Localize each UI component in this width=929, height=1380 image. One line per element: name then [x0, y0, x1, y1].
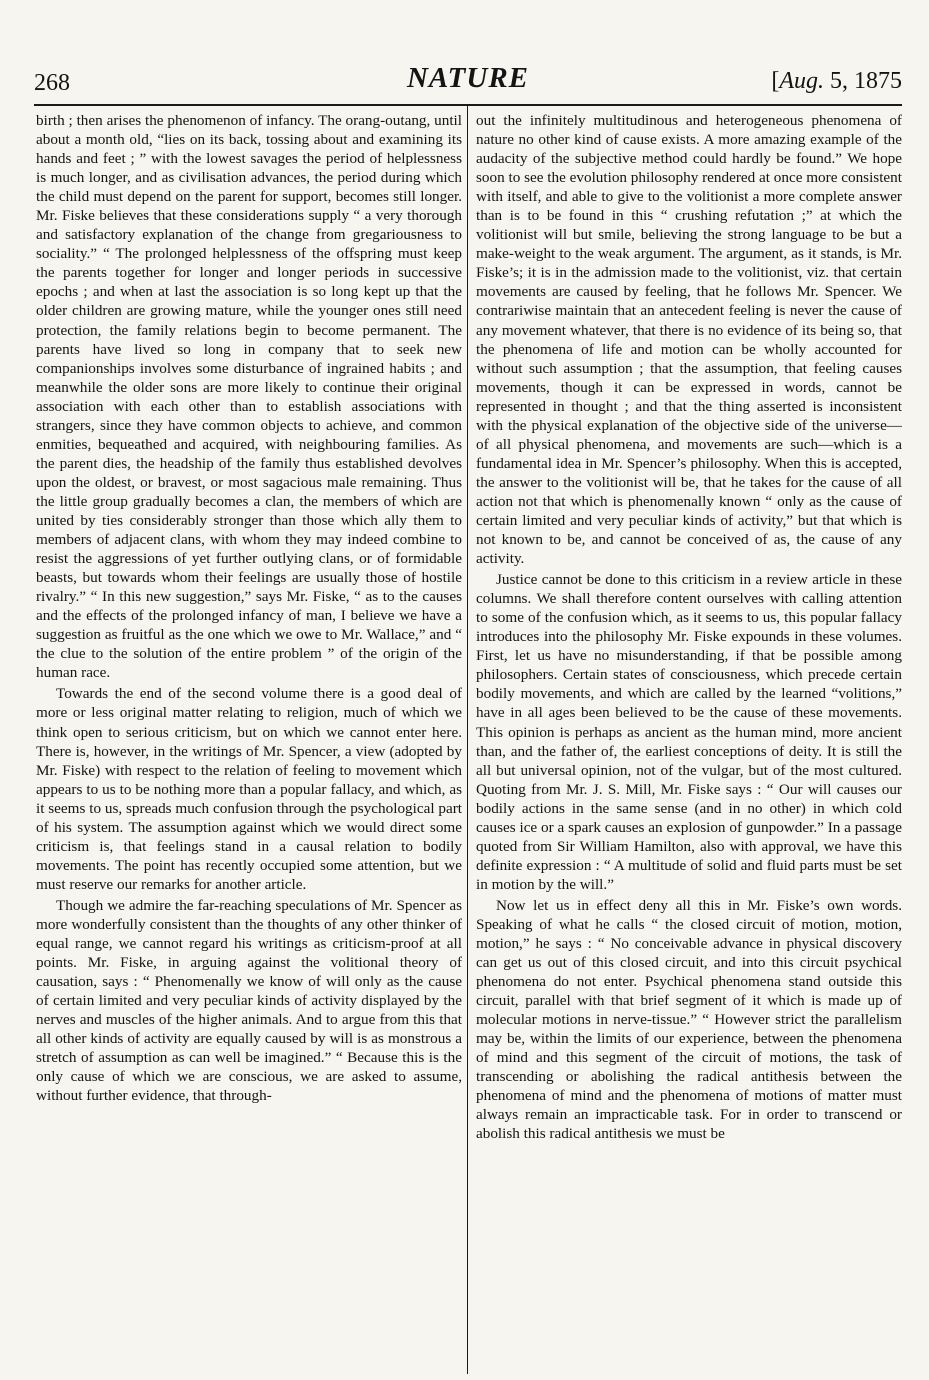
page-number: 268 [34, 70, 70, 96]
body-paragraph: birth ; then arises the phenomenon of infancy. The orang-outang, until about a month old, “lies on its back, tossing about and examining its hands and feet ; ” with the lowest savages the period of helplessness is much longer, and as civilisation advances, the period during which the child must depend on the parent for support, becomes still longer. Mr. Fiske believes that these considerations supply “ a very thorough and satisfactory explanation of the change from gregariousness to sociality.” “ The prolonged helplessness of the offspring must keep the parents together for longer and longer periods in successive epochs ; and when at last the association is so long kept up that the older children are growing mature, while the younger ones still need protection, the family relations begin to become permanent. The parents have lived so long in company that to seek new companionships involves some disturbance of ingrained habits ; and meanwhile the older sons are more likely to continue their original association with each other than to establish associations with strangers, since they have common objects to achieve, and common enmities, bequeathed and acquired, with neighbouring families. As the parent dies, the headship of the family thus established devolves upon the oldest, or bravest, or most sagacious male remaining. Thus the little group gradually becomes a clan, the members of which are united by ties considerably stronger than those which ally them to members of adjacent clans, with whom they may indeed combine to resist the aggressions of yet further outlying clans, or of formidable beasts, but towards whom their feelings are usually those of hostile rivalry.” “ In this new suggestion,” says Mr. Fiske, “ as to the causes and the effects of the prolonged infancy of man, I believe we have a suggestion as fruitful as the one which we owe to Mr. Wallace,” and “ the clue to the solution of the entire problem ” of the origin of the human race. [36, 112, 462, 682]
body-paragraph: Towards the end of the second volume there is a good deal of more or less original matter relating to religion, much of which we think open to serious criticism, but on which we cannot enter here. There is, however, in the writings of Mr. Spencer, a view (adopted by Mr. Fiske) with respect to the relation of feeling to movement which appears to us to be nothing more than a popular fallacy, and which, as it seems to us, spreads much confusion through the psychological part of his system. The assumption against which we would direct some criticism is, that feelings stand in a causal relation to bodily movements. The point has recently occupied some attention, but we must reserve our remarks for another article. [36, 685, 462, 893]
issue-date [771, 68, 902, 95]
column-divider [467, 106, 468, 1374]
left-column [36, 111, 462, 1373]
body-paragraph: Justice cannot be done to this criticism in a review article in these columns. We shall therefore content ourselves with calling attention to some of the confusion which, as it seems to us, this popular fallacy introduces into the philosophy Mr. Fiske expounds in these volumes. First, let us have no misunderstanding, if that be possible among philosophers. Certain states of consciousness, which precede certain bodily movements, and which are called by the learned “volitions,” have in all ages been believed to be the cause of these movements. This opinion is perhaps as ancient as the human mind, more ancient than, and the father of, the earliest conceptions of deity. It is still the all but universal opinion, not of the vulgar, but of the most cultured. Quoting from Mr. J. S. Mill, Mr. Fiske says : “ Our will causes our bodily actions in the same sense (and in no other) in which cold causes ice or a spark causes an explosion of gunpowder.” In a passage quoted from Sir William Hamilton, also with approval, we have this definite expression : “ A multitude of solid and fluid parts must be set in motion by the will.” [476, 571, 902, 893]
journal-title: NATURE [406, 62, 530, 94]
body-paragraph: Though we admire the far-reaching speculations of Mr. Spencer as more wonderfully consistent than the thoughts of any other thinker of equal range, we cannot regard his writings as criticism-proof at all points. Mr. Fiske, in arguing against the volitional theory of causation, says : “ Phenomenally we know of will only as the cause of certain limited and very peculiar kinds of activity displayed by the nerves and muscles of the higher animals. And to argue from this that all other kinds of activity are equally caused by will is as monstrous a stretch of assumption as can well be imagined.” “ Because this is the only cause of which we are conscious, we are asked to assume, without further evidence, that through- [36, 896, 462, 1105]
issue-open-bracket: [ [771, 68, 780, 94]
page-header [34, 62, 902, 102]
issue-day-year: 5, 1875 [830, 68, 902, 94]
right-column [476, 111, 902, 1373]
header-rule [34, 104, 902, 106]
body-paragraph: Now let us in effect deny all this in Mr. Fiske’s own words. Speaking of what he calls “ the closed circuit of motion, motion, motion,” he says : “ No conceivable advance in physical discovery can get us out of this closed circuit, and into this circuit psychical phenomena do not enter. Psychical phenomena stand outside this circuit, parallel with that brief segment of it which is made up of molecular motions in nerve-tissue.” “ However strict the parallelism may be, within the limits of our experience, between the phenomena of mind and this segment of the circuit of motions, the task of transcending or abolishing the radical antithesis between the phenomena of mind and the phenomena of motions of matter must always remain an impracticable task. For in order to transcend or abolish this radical antithesis we must be [476, 896, 902, 1143]
body-paragraph: out the infinitely multitudinous and heterogeneous phenomena of nature no other kind of cause exists. A more amazing example of the audacity of the subjective method could hardly be found.” We hope soon to see the evolution philosophy rendered at once more consistent with itself, and able to give to the volitionist a more complete answer than is to be found in this “ crushing refutation ;” at which the volitionist will but smile, believing the strong language to be but a make-weight to the weak argument. The argument, as it stands, is Mr. Fiske’s; it is in the admission made to the volitionist, viz. that certain movements are caused by feeling, that he follows Mr. Spencer. We contrariwise maintain that an antecedent feeling is never the cause of any movement whatever, that there is no evidence of its being so, that the phenomena of life and motion can be wholly accounted for without such assumption ; that the assumption, that feeling causes movements, though it can be expressed in words, cannot be represented in thought ; and that the thing asserted is inconsistent with the physical explanation of the objective side of the universe—of all physical phenomena, and movements are such—which is a fundamental idea in Mr. Spencer’s philosophy. When this is accepted, the answer to the volitionist will be, that he takes for the cause of all action not that which is phenomenally known “ only as the cause of certain limited and very peculiar kinds of activity,” but that which is not known to be, and cannot be conceived of as, the cause of any activity. [476, 112, 902, 568]
issue-month: Aug. [779, 68, 824, 94]
